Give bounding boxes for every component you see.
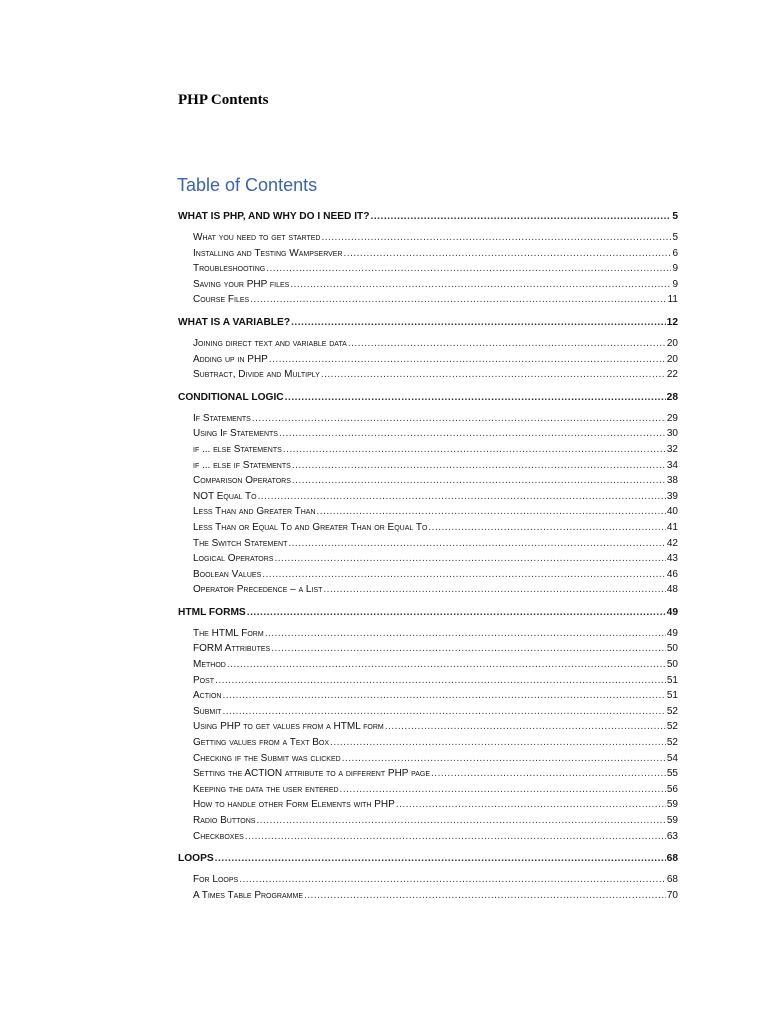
toc-entry-page-number: 63 (666, 830, 678, 842)
toc-entry[interactable] (178, 504, 678, 520)
toc-entry[interactable] (178, 551, 678, 567)
toc-entry[interactable] (178, 352, 678, 368)
dot-leader (266, 261, 671, 277)
toc-entry-page-number: 11 (667, 294, 678, 306)
toc-entry[interactable] (178, 782, 678, 798)
toc-entry-title: Checkboxes (193, 830, 244, 842)
dot-leader (371, 208, 672, 226)
toc-entry-title: NOT Equal To (193, 490, 257, 502)
toc-entry-page-number: 30 (666, 428, 678, 440)
dot-leader (330, 735, 666, 751)
dot-leader (250, 292, 666, 308)
toc-section-title: LOOPS (178, 853, 214, 865)
toc-entry-title: if ... else Statements (193, 443, 282, 455)
toc-entry-page-number: 22 (666, 369, 678, 381)
toc-section-page-number: 12 (666, 316, 678, 328)
toc-entry-page-number: 52 (666, 705, 678, 717)
toc-entry-page-number: 29 (666, 412, 678, 424)
toc-entry-page-number: 46 (666, 568, 678, 580)
toc-entry-title: Checking if the Submit was clicked (193, 752, 341, 764)
toc-entry-page-number: 52 (666, 737, 678, 749)
toc-entry[interactable] (178, 277, 678, 293)
toc-entry[interactable] (178, 719, 678, 735)
toc-entry-title: Keeping the data the user entered (193, 783, 339, 795)
toc-entry-title: Radio Buttons (193, 815, 256, 826)
toc-entry-page-number: 56 (666, 783, 678, 795)
toc-entry[interactable] (178, 442, 678, 458)
toc-entry-page-number: 5 (672, 232, 678, 243)
toc-entry[interactable] (178, 292, 678, 308)
toc-heading: Table of Contents (177, 175, 318, 195)
toc-entry-page-number: 32 (666, 443, 678, 455)
toc-entry[interactable] (178, 797, 678, 813)
toc-entry[interactable] (178, 829, 678, 845)
toc-entry-page-number: 20 (666, 353, 678, 365)
dot-leader (344, 246, 672, 262)
dot-leader (291, 314, 666, 332)
toc-entry-title: Post (193, 674, 215, 686)
dot-leader (396, 797, 666, 813)
toc-entry-page-number: 54 (666, 752, 678, 764)
toc-section[interactable] (178, 389, 678, 407)
dot-leader (269, 352, 666, 368)
toc-entry[interactable] (178, 536, 678, 552)
toc-entry-page-number: 51 (666, 690, 678, 702)
dot-leader (256, 813, 665, 829)
toc-entry[interactable] (178, 641, 678, 657)
toc-entry[interactable] (178, 426, 678, 442)
toc-entry-page-number: 51 (666, 674, 678, 686)
toc-entry-title: Comparison Operators (193, 475, 291, 487)
toc-section-title: WHAT IS A VARIABLE? (178, 316, 291, 328)
toc-entry-title: Troubleshooting (193, 263, 266, 275)
toc-section[interactable] (178, 850, 678, 868)
toc-entry[interactable] (178, 813, 678, 829)
toc-entry-title: Less Than or Equal To and Greater Than or Equal To (193, 521, 428, 533)
toc-entry-title: Method (193, 659, 226, 671)
toc-entry[interactable] (178, 872, 678, 888)
toc-entry[interactable] (178, 411, 678, 427)
toc-entry-title: Using If Statements (193, 428, 278, 440)
toc-entry[interactable] (178, 626, 678, 642)
toc-section[interactable] (178, 314, 678, 332)
toc-entry[interactable] (178, 367, 678, 383)
dot-leader (285, 389, 666, 407)
toc-entry-title: Joining direct text and variable data (193, 337, 347, 349)
toc-entry-page-number: 68 (666, 874, 678, 886)
toc-entry-title: A Times Table Programme (193, 889, 303, 901)
dot-leader (279, 426, 666, 442)
toc-entry-title: The Switch Statement (193, 537, 288, 549)
toc-entry-page-number: 43 (666, 553, 678, 565)
toc-entry-title: FORM Attributes (193, 643, 271, 655)
toc-entry[interactable] (178, 688, 678, 704)
dot-leader (340, 782, 666, 798)
toc-section-title: HTML FORMS (178, 606, 246, 618)
dot-leader (292, 473, 666, 489)
dot-leader (323, 582, 665, 598)
toc-entry-title: The HTML Form (193, 627, 264, 639)
toc-entry-title: Using PHP to get values from a HTML form (193, 721, 384, 733)
toc-entry-page-number: 39 (666, 490, 678, 502)
toc-entry-page-number: 40 (666, 506, 678, 518)
toc-entry[interactable] (178, 567, 678, 583)
toc-entry-page-number: 6 (672, 247, 678, 259)
dot-leader (304, 888, 666, 904)
dot-leader (342, 751, 666, 767)
toc-entry-title: Course Files (193, 294, 250, 306)
toc-entry-title: Setting the ACTION attribute to a different PHP page (193, 768, 431, 780)
toc-entry[interactable] (178, 230, 678, 246)
toc-entry-title: if ... else if Statements (193, 459, 291, 471)
document-title: PHP Contents (178, 92, 269, 108)
toc-entry-title: Submit (193, 705, 222, 717)
toc-entry-page-number: 50 (666, 659, 678, 671)
toc-entry-page-number: 34 (666, 459, 678, 471)
toc-entry-page-number: 41 (666, 521, 678, 533)
dot-leader (288, 536, 666, 552)
toc-entry-page-number: 52 (666, 721, 678, 733)
toc-entry[interactable] (178, 657, 678, 673)
toc-entry[interactable] (178, 261, 678, 277)
toc-section-title: CONDITIONAL LOGIC (178, 391, 284, 403)
dot-leader (321, 230, 671, 246)
toc-entry[interactable] (178, 458, 678, 474)
dot-leader (215, 850, 666, 868)
toc-entry-title: Less Than and Greater Than (193, 506, 316, 518)
toc-entry[interactable] (178, 246, 678, 262)
table-of-contents (178, 200, 678, 903)
toc-entry-title: Subtract, Divide and Multiply (193, 369, 320, 381)
toc-entry-page-number: 48 (666, 584, 678, 596)
toc-entry-title: Boolean Values (193, 568, 262, 580)
toc-section-page-number: 68 (666, 853, 678, 865)
toc-entry-page-number: 9 (672, 263, 678, 275)
toc-entry-page-number: 70 (666, 889, 678, 901)
toc-entry-title: Logical Operators (193, 553, 274, 565)
dot-leader (317, 504, 666, 520)
toc-entry[interactable] (178, 473, 678, 489)
toc-entry[interactable] (178, 582, 678, 598)
dot-leader (252, 411, 666, 427)
dot-leader (227, 657, 666, 673)
dot-leader (283, 442, 666, 458)
toc-entry-title: What you need to get started (193, 232, 321, 243)
toc-section-page-number: 49 (666, 606, 678, 618)
toc-entry-page-number: 50 (666, 643, 678, 655)
dot-leader (262, 567, 666, 583)
toc-entry[interactable] (178, 489, 678, 505)
toc-section-page-number: 28 (666, 391, 678, 403)
toc-entry-title: For Loops (193, 874, 239, 886)
dot-leader (215, 673, 666, 689)
dot-leader (222, 688, 665, 704)
toc-section-title: WHAT IS PHP, AND WHY DO I NEED IT? (178, 211, 370, 222)
toc-section-page-number: 5 (672, 211, 678, 222)
dot-leader (274, 551, 665, 567)
dot-leader (385, 719, 666, 735)
dot-leader (431, 766, 666, 782)
toc-entry[interactable] (178, 520, 678, 536)
dot-leader (245, 829, 666, 845)
toc-entry-title: Operator Precedence – a List (193, 584, 323, 596)
toc-entry[interactable] (178, 735, 678, 751)
toc-entry-page-number: 55 (666, 768, 678, 780)
dot-leader (321, 367, 666, 383)
dot-leader (271, 641, 666, 657)
toc-section[interactable] (178, 604, 678, 622)
toc-entry-page-number: 59 (666, 815, 678, 826)
toc-entry-title: Installing and Testing Wampserver (193, 247, 343, 259)
dot-leader (265, 626, 666, 642)
toc-entry-title: If Statements (193, 412, 251, 424)
toc-entry-page-number: 38 (666, 475, 678, 487)
toc-entry[interactable] (178, 336, 678, 352)
dot-leader (290, 277, 671, 293)
dot-leader (247, 604, 666, 622)
toc-entry[interactable] (178, 766, 678, 782)
dot-leader (292, 458, 666, 474)
toc-entry-title: Adding up in PHP (193, 353, 268, 365)
toc-section[interactable] (178, 208, 678, 226)
dot-leader (428, 520, 665, 536)
dot-leader (222, 704, 665, 720)
toc-entry[interactable] (178, 751, 678, 767)
toc-entry-page-number: 42 (666, 537, 678, 549)
toc-entry-title: Getting values from a Text Box (193, 737, 330, 749)
toc-entry-page-number: 49 (666, 627, 678, 639)
toc-entry-page-number: 9 (672, 278, 678, 290)
toc-entry-page-number: 59 (666, 799, 678, 811)
toc-entry-title: Action (193, 690, 222, 702)
dot-leader (239, 872, 666, 888)
toc-entry[interactable] (178, 888, 678, 904)
dot-leader (348, 336, 666, 352)
toc-entry[interactable] (178, 673, 678, 689)
toc-entry-page-number: 20 (666, 337, 678, 349)
toc-entry[interactable] (178, 704, 678, 720)
toc-entry-title: Saving your PHP files (193, 278, 290, 290)
dot-leader (258, 489, 666, 505)
toc-entry-title: How to handle other Form Elements with PHP (193, 799, 395, 811)
